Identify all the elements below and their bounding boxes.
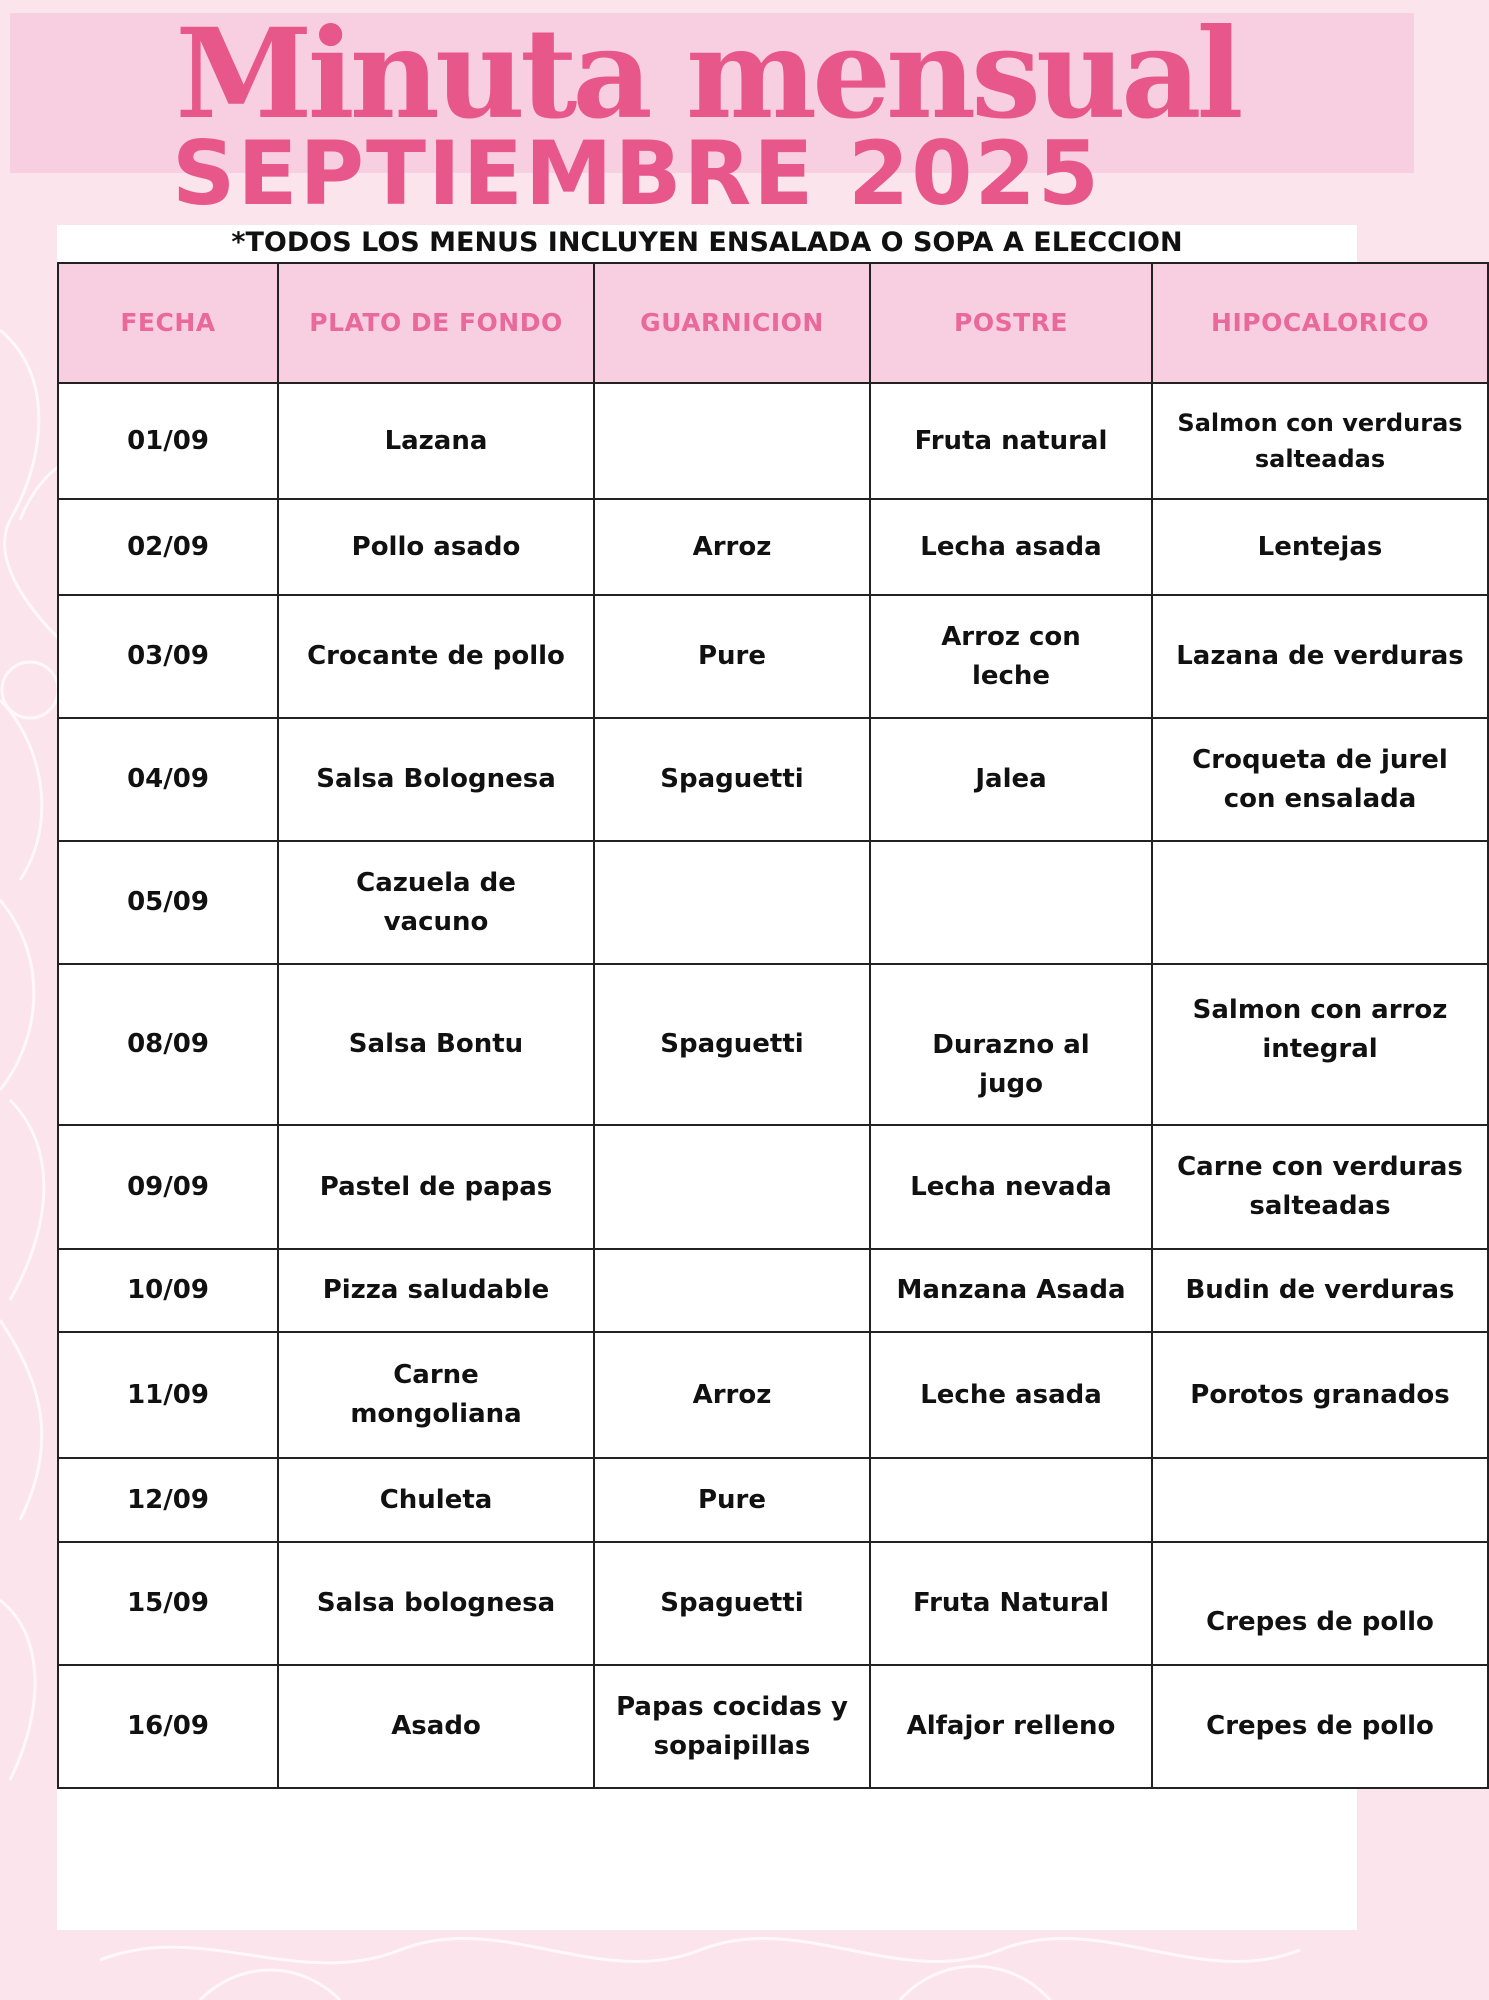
cell-hipocalorico: Budin de verduras [1152,1249,1488,1332]
table-row [58,718,1488,841]
table-row [58,964,1488,1125]
cell-fecha: 16/09 [58,1665,278,1788]
cell-postre: Manzana Asada [870,1249,1152,1332]
cell-fecha: 15/09 [58,1542,278,1665]
cell-postre: Fruta natural [870,383,1152,499]
cell-fecha: 03/09 [58,595,278,718]
cell-guarnicion: Arroz [594,1332,870,1458]
cell-postre: Lecha asada [870,499,1152,595]
cell-plato: Crocante de pollo [278,595,594,718]
table-row [58,841,1488,964]
cell-guarnicion: Arroz [594,499,870,595]
column-header-fecha: FECHA [58,263,278,383]
page-subtitle: SEPTIEMBRE 2025 [172,122,1101,225]
cell-fecha: 09/09 [58,1125,278,1249]
table-row [58,1125,1488,1249]
table-row [58,499,1488,595]
cell-guarnicion [594,1125,870,1249]
cell-plato: Lazana [278,383,594,499]
cell-hipocalorico: Salmon con verduras salteadas [1152,383,1488,499]
cell-postre: Durazno al jugo [870,964,1152,1125]
table-header-row [58,263,1488,383]
cell-guarnicion: Spaguetti [594,718,870,841]
cell-guarnicion: Spaguetti [594,964,870,1125]
column-header-hipocalorico: HIPOCALORICO [1152,263,1488,383]
menu-table [57,262,1489,1789]
cell-plato: Salsa Bontu [278,964,594,1125]
cell-fecha: 02/09 [58,499,278,595]
cell-guarnicion [594,383,870,499]
cell-hipocalorico: Lazana de verduras [1152,595,1488,718]
cell-postre: Arroz con leche [870,595,1152,718]
cell-fecha: 08/09 [58,964,278,1125]
column-header-guarnicion: GUARNICION [594,263,870,383]
column-header-postre: POSTRE [870,263,1152,383]
cell-postre [870,1458,1152,1542]
cell-hipocalorico [1152,841,1488,964]
cell-postre [870,841,1152,964]
cell-hipocalorico: Salmon con arroz integral [1152,964,1488,1125]
cell-hipocalorico: Porotos granados [1152,1332,1488,1458]
cell-plato: Pizza saludable [278,1249,594,1332]
cell-plato: Pollo asado [278,499,594,595]
cell-guarnicion [594,841,870,964]
table-row [58,1332,1488,1458]
cell-plato: Pastel de papas [278,1125,594,1249]
cell-fecha: 11/09 [58,1332,278,1458]
cell-plato: Salsa bolognesa [278,1542,594,1665]
cell-plato: Asado [278,1665,594,1788]
cell-fecha: 10/09 [58,1249,278,1332]
cell-postre: Leche asada [870,1332,1152,1458]
table-row [58,1542,1488,1665]
cell-postre: Alfajor relleno [870,1665,1152,1788]
cell-hipocalorico: Croqueta de jurel con ensalada [1152,718,1488,841]
cell-postre: Lecha nevada [870,1125,1152,1249]
cell-plato: Salsa Bolognesa [278,718,594,841]
cell-guarnicion: Pure [594,595,870,718]
cell-fecha: 05/09 [58,841,278,964]
cell-guarnicion [594,1249,870,1332]
page-title: Minuta mensual [175,2,1239,147]
table-row [58,1249,1488,1332]
cell-hipocalorico [1152,1458,1488,1542]
cell-fecha: 04/09 [58,718,278,841]
cell-postre: Jalea [870,718,1152,841]
cell-guarnicion: Pure [594,1458,870,1542]
cell-guarnicion: Papas cocidas y sopaipillas [594,1665,870,1788]
cell-postre: Fruta Natural [870,1542,1152,1665]
cell-hipocalorico: Crepes de pollo [1152,1542,1488,1665]
cell-plato: Chuleta [278,1458,594,1542]
cell-hipocalorico: Carne con verduras salteadas [1152,1125,1488,1249]
cell-hipocalorico: Crepes de pollo [1152,1665,1488,1788]
cell-fecha: 01/09 [58,383,278,499]
table-row [58,1665,1488,1788]
cell-plato: Carne mongoliana [278,1332,594,1458]
cell-hipocalorico: Lentejas [1152,499,1488,595]
table-row [58,595,1488,718]
cell-plato: Cazuela de vacuno [278,841,594,964]
cell-fecha: 12/09 [58,1458,278,1542]
table-row [58,383,1488,499]
cell-guarnicion: Spaguetti [594,1542,870,1665]
menu-note: *TODOS LOS MENUS INCLUYEN ENSALADA O SOPA A ELECCION [231,227,1183,258]
table-row [58,1458,1488,1542]
column-header-plato-de-fondo: PLATO DE FONDO [278,263,594,383]
